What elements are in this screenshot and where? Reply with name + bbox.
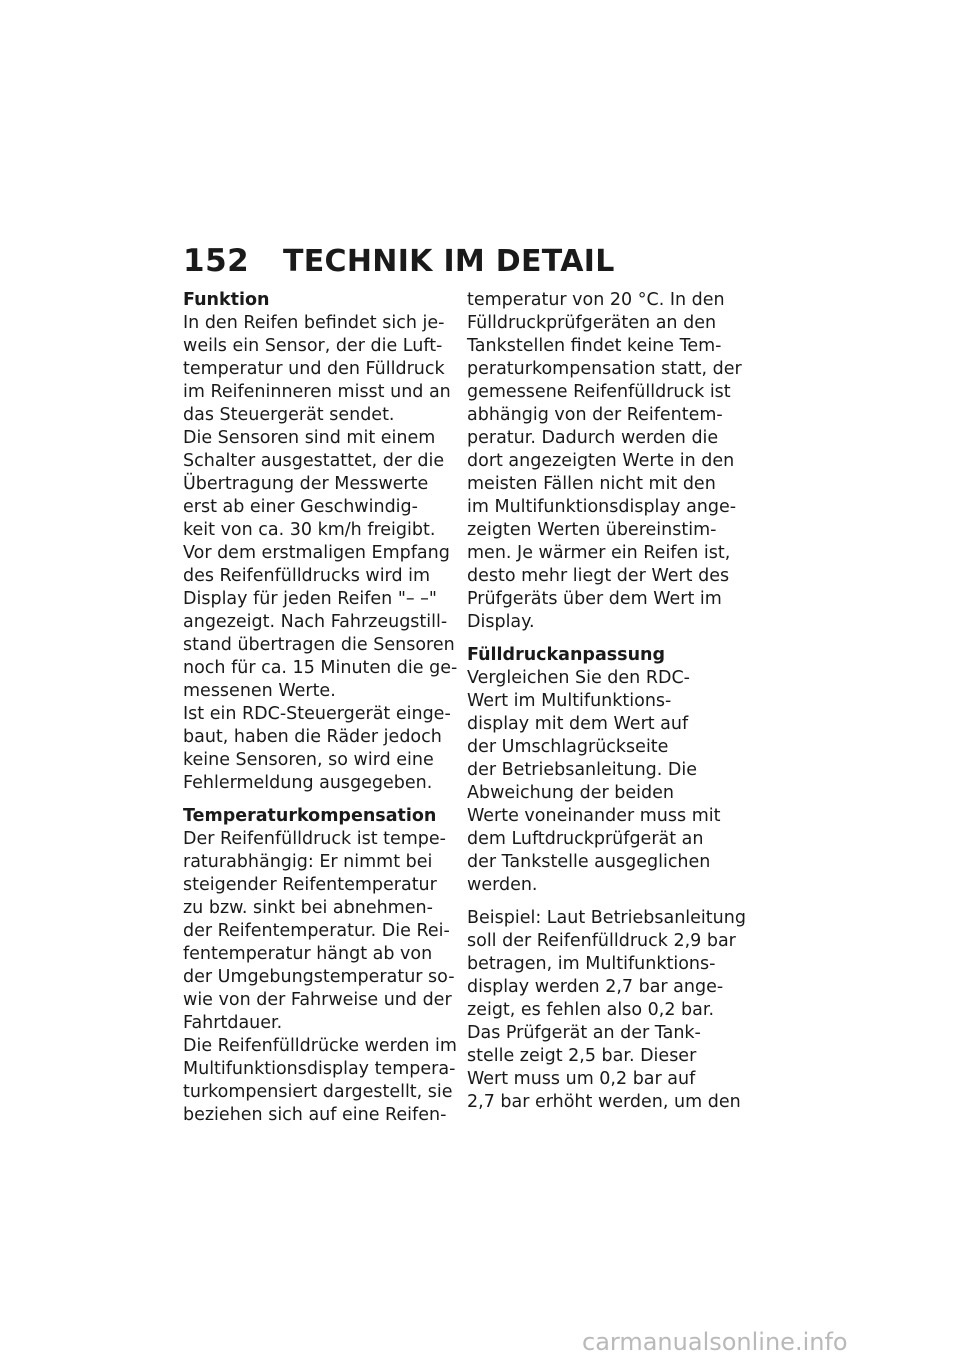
text-line: Vergleichen Sie den RDC- [467,668,690,688]
text-line: betragen, im Multifunktions- [467,954,716,974]
text-line: Die Reifenfülldrücke werden im [183,1036,457,1056]
text-line: peraturkompensation statt, der [467,359,742,379]
text-line: temperatur von 20 °C. In den [467,290,725,310]
right-text-column [467,289,746,1114]
text-line: Display für jeden Reifen "– –" [183,589,437,609]
text-line: temperatur und den Fülldruck [183,359,445,379]
text-line: turkompensiert dargestellt, sie [183,1082,453,1102]
text-line: dort angezeigten Werte in den [467,451,735,471]
section-heading: Funktion [183,290,270,310]
section-heading: Temperaturkompensation [183,806,437,826]
text-line: display mit dem Wert auf [467,714,689,734]
text-line: gemessene Reifenfülldruck ist [467,382,731,402]
watermark: carmanualsonline.info [582,1328,848,1356]
text-line: Display. [467,612,535,632]
text-line: der Umgebungstemperatur so- [183,967,455,987]
text-line: der Reifentemperatur. Die Rei- [183,921,450,941]
text-line: keine Sensoren, so wird eine [183,750,434,770]
page-number: 152 [183,243,250,279]
text-line: dem Luftdruckprüfgerät an [467,829,704,849]
text-line: Der Reifenfülldruck ist tempe- [183,829,446,849]
text-line: Fahrtdauer. [183,1013,283,1033]
text-line: werden. [467,875,538,895]
paragraph-gap [467,897,742,907]
paragraph-gap [183,795,453,805]
text-line: der Umschlagrückseite [467,737,669,757]
page-header [183,243,615,279]
text-line: Das Prüfgerät an der Tank- [467,1023,701,1043]
text-line: Abweichung der beiden [467,783,674,803]
text-line: Übertragung der Messwerte [183,474,429,494]
text-line: Prüfgeräts über dem Wert im [467,589,722,609]
text-line: display werden 2,7 bar ange- [467,977,724,997]
text-line: Fehlermeldung ausgegeben. [183,773,433,793]
text-line: der Betriebsanleitung. Die [467,760,698,780]
text-line: soll der Reifenfülldruck 2,9 bar [467,931,736,951]
chapter-title: TECHNIK IM DETAIL [283,244,615,279]
text-line: Fülldruckprüfgeräten an den [467,313,717,333]
paragraph-gap [467,634,742,644]
text-line: Die Sensoren sind mit einem [183,428,436,448]
section-heading: Fülldruckanpassung [467,645,666,665]
left-text-column [183,289,458,1127]
text-line: im Multifunktionsdisplay ange- [467,497,737,517]
text-line: Multifunktionsdisplay tempera- [183,1059,456,1079]
text-line: des Reifenfülldrucks wird im [183,566,431,586]
text-line: weils ein Sensor, der die Luft- [183,336,443,356]
text-line: noch für ca. 15 Minuten die ge- [183,658,458,678]
text-line: Wert muss um 0,2 bar auf [467,1069,696,1089]
text-line: erst ab einer Geschwindig- [183,497,418,517]
text-line: Tankstellen findet keine Tem- [467,336,722,356]
text-line: stelle zeigt 2,5 bar. Dieser [467,1046,697,1066]
text-line: 2,7 bar erhöht werden, um den [467,1092,741,1112]
text-line: Werte voneinander muss mit [467,806,721,826]
text-line: Beispiel: Laut Betriebsanleitung [467,908,746,928]
text-line: im Reifeninneren misst und an [183,382,451,402]
text-line: Schalter ausgestattet, der die [183,451,445,471]
text-line: Vor dem erstmaligen Empfang [183,543,450,563]
text-line: abhängig von der Reifentem- [467,405,723,425]
text-line: raturabhängig: Er nimmt bei [183,852,433,872]
text-line: men. Je wärmer ein Reifen ist, [467,543,731,563]
text-line: peratur. Dadurch werden die [467,428,719,448]
text-line: zeigt, es fehlen also 0,2 bar. [467,1000,715,1020]
text-line: zeigten Werten übereinstim- [467,520,717,540]
text-line: der Tankstelle ausgeglichen [467,852,711,872]
text-line: keit von ca. 30 km/h freigibt. [183,520,436,540]
text-line: Ist ein RDC-Steuergerät einge- [183,704,451,724]
text-line: angezeigt. Nach Fahrzeugstill- [183,612,448,632]
text-line: zu bzw. sinkt bei abnehmen- [183,898,433,918]
text-line: In den Reifen befindet sich je- [183,313,445,333]
text-line: baut, haben die Räder jedoch [183,727,442,747]
text-line: messenen Werte. [183,681,336,701]
text-line: fentemperatur hängt ab von [183,944,433,964]
text-line: beziehen sich auf eine Reifen- [183,1105,447,1125]
text-line: steigender Reifentemperatur [183,875,437,895]
text-line: meisten Fällen nicht mit den [467,474,716,494]
text-line: Wert im Multifunktions- [467,691,672,711]
text-line: das Steuergerät sendet. [183,405,395,425]
text-line: wie von der Fahrweise und der [183,990,452,1010]
text-line: stand übertragen die Sensoren [183,635,455,655]
text-line: desto mehr liegt der Wert des [467,566,730,586]
